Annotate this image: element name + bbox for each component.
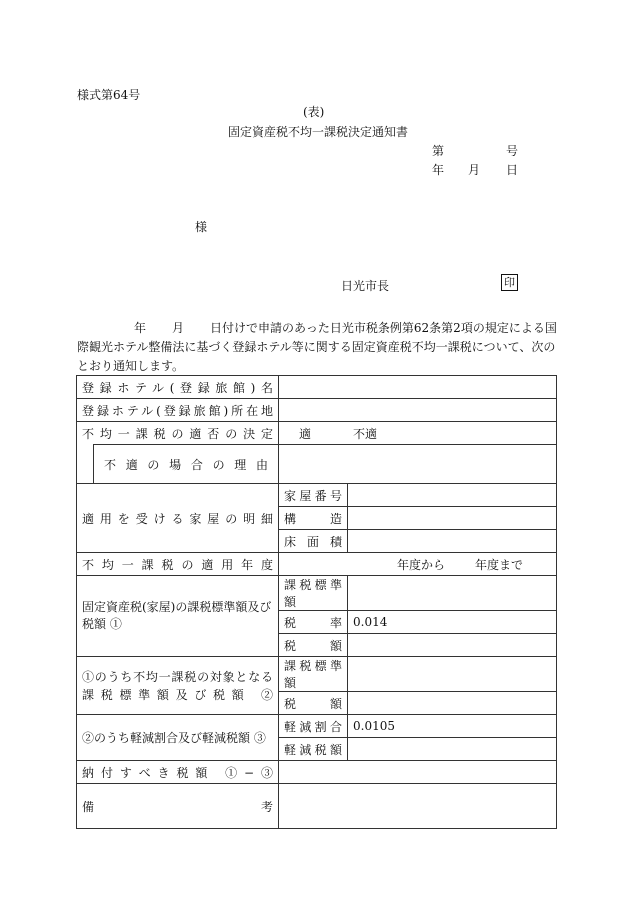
remarks-label xyxy=(77,784,279,829)
remarks-label-b: 考 xyxy=(261,799,274,814)
page-title: 固定資産税不均一課税決定通知書 xyxy=(228,125,409,139)
floor-area-label: 床面積 xyxy=(279,530,348,553)
hotel-name-label: 登録ホテル(登録旅館)名 xyxy=(77,376,279,399)
target-amount-label: 税額 xyxy=(279,692,348,715)
decision-applicable: 適 xyxy=(299,426,312,441)
reason-field[interactable] xyxy=(279,445,557,484)
table-row xyxy=(77,445,557,484)
target-title: ①のうち不均一課税の対象となる課税標準額及び税額 ② xyxy=(77,657,279,715)
house-number-label: 家屋番号 xyxy=(279,484,348,507)
tax-amount-field[interactable] xyxy=(348,634,557,657)
structure-label: 構造 xyxy=(279,507,348,530)
year-to: 年度まで xyxy=(475,557,524,572)
decision-label: 不均一課税の適否の決定 xyxy=(77,422,279,445)
structure-field[interactable] xyxy=(348,507,557,530)
document-number-prefix: 第 xyxy=(432,144,445,158)
addressee-honorific: 様 xyxy=(195,220,208,234)
house-number-field[interactable] xyxy=(348,484,557,507)
application-year-label: 不均一課税の適用年度 xyxy=(77,553,279,576)
tax-standard-field[interactable] xyxy=(348,576,557,611)
body-year: 年 xyxy=(134,321,147,335)
table-row xyxy=(77,715,557,738)
table-row xyxy=(77,399,557,422)
table-row xyxy=(77,376,557,399)
table-row xyxy=(77,484,557,507)
target-standard-field[interactable] xyxy=(348,657,557,692)
reduction-amount-label: 軽減税額 xyxy=(279,738,348,761)
body-line-2: 際観光ホテル整備法に基づく登録ホテル等に関する固定資産税不均一課税について、次の xyxy=(77,340,556,354)
payable-field[interactable] xyxy=(279,761,557,784)
table-row xyxy=(77,553,557,576)
remarks-field[interactable] xyxy=(279,784,557,829)
notice-body xyxy=(77,319,555,376)
table-row xyxy=(77,657,557,692)
body-line-1 xyxy=(77,319,555,338)
reason-label: 不適の場合の理由 xyxy=(94,445,279,484)
body-line-1-rest: 日付けで申請のあった日光市税条例第62条第2項の規定による国 xyxy=(210,321,557,335)
remarks-label-a: 備 xyxy=(82,799,95,814)
application-year-field[interactable] xyxy=(279,553,557,576)
document-number-suffix: 号 xyxy=(506,144,519,158)
notice-table xyxy=(76,375,557,829)
form-number: 様式第64号 xyxy=(77,88,141,102)
indent-spacer xyxy=(77,445,94,484)
table-row xyxy=(77,784,557,829)
hotel-address-label: 登録ホテル(登録旅館)所在地 xyxy=(77,399,279,422)
floor-area-field[interactable] xyxy=(348,530,557,553)
hotel-name-field[interactable] xyxy=(279,376,557,399)
table-row xyxy=(77,576,557,611)
target-standard-label: 課税標準額 xyxy=(279,657,348,692)
side-label: (表) xyxy=(303,105,325,119)
tax-standard-label: 課税標準額 xyxy=(279,576,348,611)
table-row xyxy=(77,761,557,784)
decision-field[interactable] xyxy=(279,422,557,445)
reduction-title: ②のうち軽減割合及び軽減税額 ③ xyxy=(77,715,279,761)
reduction-amount-field[interactable] xyxy=(348,738,557,761)
date-year-label: 年 xyxy=(432,163,445,177)
tax-rate-label: 税率 xyxy=(279,611,348,634)
body-line-3: とおり通知します。 xyxy=(77,359,185,373)
seal-mark: 印 xyxy=(501,274,518,291)
issuer-name: 日光市長 xyxy=(341,279,390,293)
table-row xyxy=(77,422,557,445)
date-month-label: 月 xyxy=(468,163,481,177)
tax-amount-label: 税額 xyxy=(279,634,348,657)
hotel-address-field[interactable] xyxy=(279,399,557,422)
payable-label: 納付すべき税額 ①−③ xyxy=(77,761,279,784)
reduction-rate-label: 軽減割合 xyxy=(279,715,348,738)
year-from: 年度から xyxy=(397,557,446,572)
tax-rate-value: 0.014 xyxy=(348,611,557,634)
date-day-label: 日 xyxy=(506,163,519,177)
decision-not-applicable: 不適 xyxy=(353,426,378,441)
house-detail-label: 適用を受ける家屋の明細 xyxy=(77,484,279,553)
target-amount-field[interactable] xyxy=(348,692,557,715)
tax-base-title: 固定資産税(家屋)の課税標準額及び税額 ① xyxy=(77,576,279,657)
body-month: 月 xyxy=(172,321,185,335)
reduction-rate-value: 0.0105 xyxy=(348,715,557,738)
